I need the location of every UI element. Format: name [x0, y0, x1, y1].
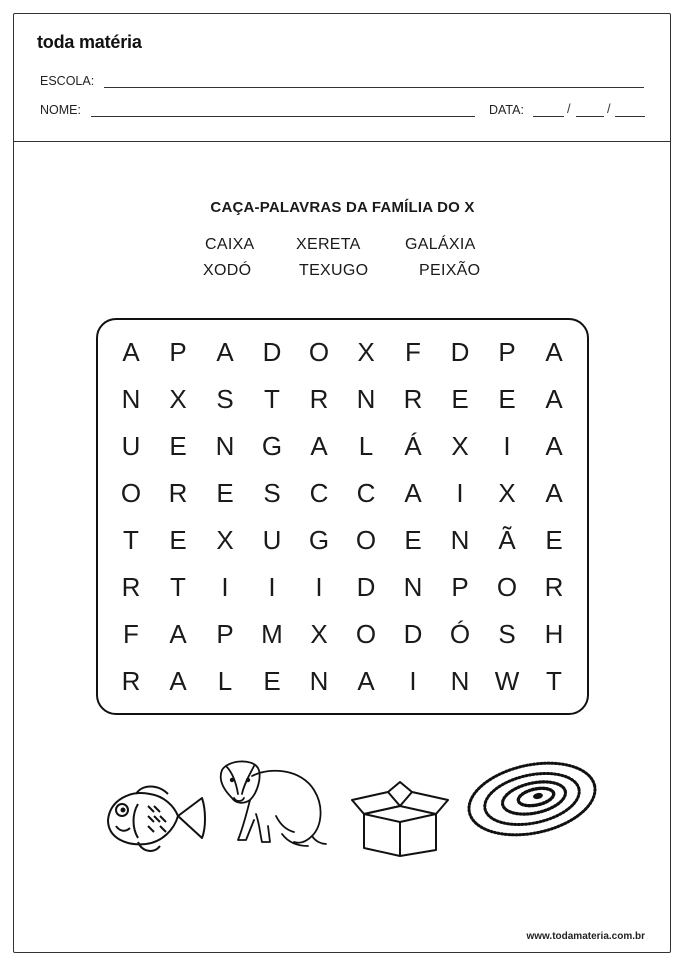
grid-letter[interactable]: D: [450, 337, 470, 367]
header-divider: [13, 141, 671, 142]
grid-letter[interactable]: S: [498, 619, 516, 649]
grid-letter[interactable]: I: [456, 478, 464, 508]
word-bank-item: XODÓ: [203, 262, 252, 279]
grid-letter[interactable]: X: [216, 525, 234, 555]
word-bank-item: CAIXA: [205, 236, 255, 253]
grid-letter[interactable]: P: [451, 572, 469, 602]
grid-letter[interactable]: I: [221, 572, 229, 602]
grid-letter[interactable]: Á: [404, 431, 422, 461]
word-bank-item: XERETA: [296, 236, 361, 253]
grid-letter[interactable]: P: [169, 337, 187, 367]
grid-letter[interactable]: E: [498, 384, 516, 414]
grid-letter[interactable]: N: [356, 384, 376, 414]
grid-letter[interactable]: X: [169, 384, 187, 414]
fish-icon: [102, 780, 212, 858]
grid-letter[interactable]: R: [121, 666, 141, 696]
date-month-line[interactable]: [576, 116, 604, 117]
grid-letter[interactable]: W: [494, 666, 520, 696]
grid-letter[interactable]: D: [403, 619, 423, 649]
grid-letter[interactable]: Ó: [449, 619, 471, 649]
grid-letter[interactable]: D: [262, 337, 282, 367]
grid-letter[interactable]: A: [545, 337, 563, 367]
grid-letter[interactable]: Ã: [498, 525, 516, 555]
grid-letter[interactable]: E: [545, 525, 563, 555]
grid-letter[interactable]: G: [308, 525, 330, 555]
grid-letter[interactable]: I: [409, 666, 417, 696]
grid-letter[interactable]: C: [356, 478, 376, 508]
grid-letter[interactable]: L: [217, 666, 233, 696]
grid-letter[interactable]: X: [357, 337, 375, 367]
grid-letter[interactable]: F: [405, 337, 421, 367]
grid-letter[interactable]: O: [496, 572, 518, 602]
word-bank-item: GALÁXIA: [405, 236, 476, 253]
grid-letter[interactable]: N: [403, 572, 423, 602]
date-separator: /: [607, 101, 611, 116]
grid-letter[interactable]: I: [315, 572, 323, 602]
grid-letter[interactable]: X: [498, 478, 516, 508]
grid-letter[interactable]: M: [261, 619, 283, 649]
grid-letter[interactable]: I: [503, 431, 511, 461]
grid-letter[interactable]: T: [264, 384, 280, 414]
grid-letter[interactable]: A: [216, 337, 234, 367]
grid-letter[interactable]: P: [498, 337, 516, 367]
grid-letter[interactable]: N: [309, 666, 329, 696]
activity-title: CAÇA-PALAVRAS DA FAMÍLIA DO X: [210, 199, 475, 216]
grid-letter[interactable]: U: [121, 431, 141, 461]
grid-letter[interactable]: R: [121, 572, 141, 602]
grid-letter[interactable]: H: [544, 619, 564, 649]
grid-letter[interactable]: E: [263, 666, 281, 696]
grid-letter[interactable]: A: [310, 431, 328, 461]
escola-line[interactable]: [104, 87, 644, 88]
box-icon: [348, 778, 452, 858]
data-label: DATA:: [489, 103, 524, 117]
grid-letter[interactable]: A: [122, 337, 140, 367]
grid-letter[interactable]: A: [357, 666, 375, 696]
grid-letter[interactable]: N: [121, 384, 141, 414]
grid-letter[interactable]: R: [403, 384, 423, 414]
date-year-line[interactable]: [615, 116, 645, 117]
grid-letter[interactable]: A: [169, 666, 187, 696]
grid-letter[interactable]: N: [215, 431, 235, 461]
grid-letter[interactable]: X: [310, 619, 328, 649]
grid-letter[interactable]: E: [216, 478, 234, 508]
word-bank-item: PEIXÃO: [419, 262, 481, 279]
grid-letter[interactable]: A: [545, 384, 563, 414]
grid-letter[interactable]: I: [268, 572, 276, 602]
grid-letter[interactable]: N: [450, 666, 470, 696]
grid-letter[interactable]: R: [309, 384, 329, 414]
badger-icon: [216, 756, 328, 854]
grid-letter[interactable]: E: [404, 525, 422, 555]
grid-letter[interactable]: E: [169, 525, 187, 555]
website-url[interactable]: www.todamateria.com.br: [526, 931, 645, 942]
grid-letter[interactable]: T: [123, 525, 139, 555]
date-day-line[interactable]: [533, 116, 564, 117]
grid-letter[interactable]: O: [120, 478, 142, 508]
grid-letter[interactable]: O: [355, 525, 377, 555]
grid-letter[interactable]: O: [355, 619, 377, 649]
date-separator: /: [567, 101, 571, 116]
grid-letter[interactable]: A: [169, 619, 187, 649]
word-bank-item: TEXUGO: [299, 262, 369, 279]
grid-letter[interactable]: L: [358, 431, 374, 461]
grid-letter[interactable]: R: [168, 478, 188, 508]
grid-letter[interactable]: C: [309, 478, 329, 508]
nome-label: NOME:: [40, 103, 81, 117]
grid-letter[interactable]: E: [169, 431, 187, 461]
grid-letter[interactable]: A: [545, 478, 563, 508]
escola-label: ESCOLA:: [40, 74, 95, 88]
grid-letter[interactable]: G: [261, 431, 283, 461]
grid-letter[interactable]: S: [216, 384, 234, 414]
grid-letter[interactable]: U: [262, 525, 282, 555]
grid-letter[interactable]: O: [308, 337, 330, 367]
grid-letter[interactable]: D: [356, 572, 376, 602]
grid-letter[interactable]: N: [450, 525, 470, 555]
grid-letter[interactable]: R: [544, 572, 564, 602]
grid-letter[interactable]: F: [123, 619, 139, 649]
grid-letter[interactable]: T: [546, 666, 562, 696]
grid-letter[interactable]: S: [263, 478, 281, 508]
galaxy-icon: [462, 756, 602, 842]
nome-line[interactable]: [91, 116, 475, 117]
grid-letter[interactable]: T: [170, 572, 186, 602]
grid-letter[interactable]: A: [545, 431, 563, 461]
grid-letter[interactable]: A: [404, 478, 422, 508]
grid-letter[interactable]: X: [451, 431, 469, 461]
grid-letter[interactable]: E: [451, 384, 469, 414]
grid-letter[interactable]: P: [216, 619, 234, 649]
brand-logo: toda matéria: [37, 32, 142, 52]
word-search-grid: [96, 318, 589, 715]
